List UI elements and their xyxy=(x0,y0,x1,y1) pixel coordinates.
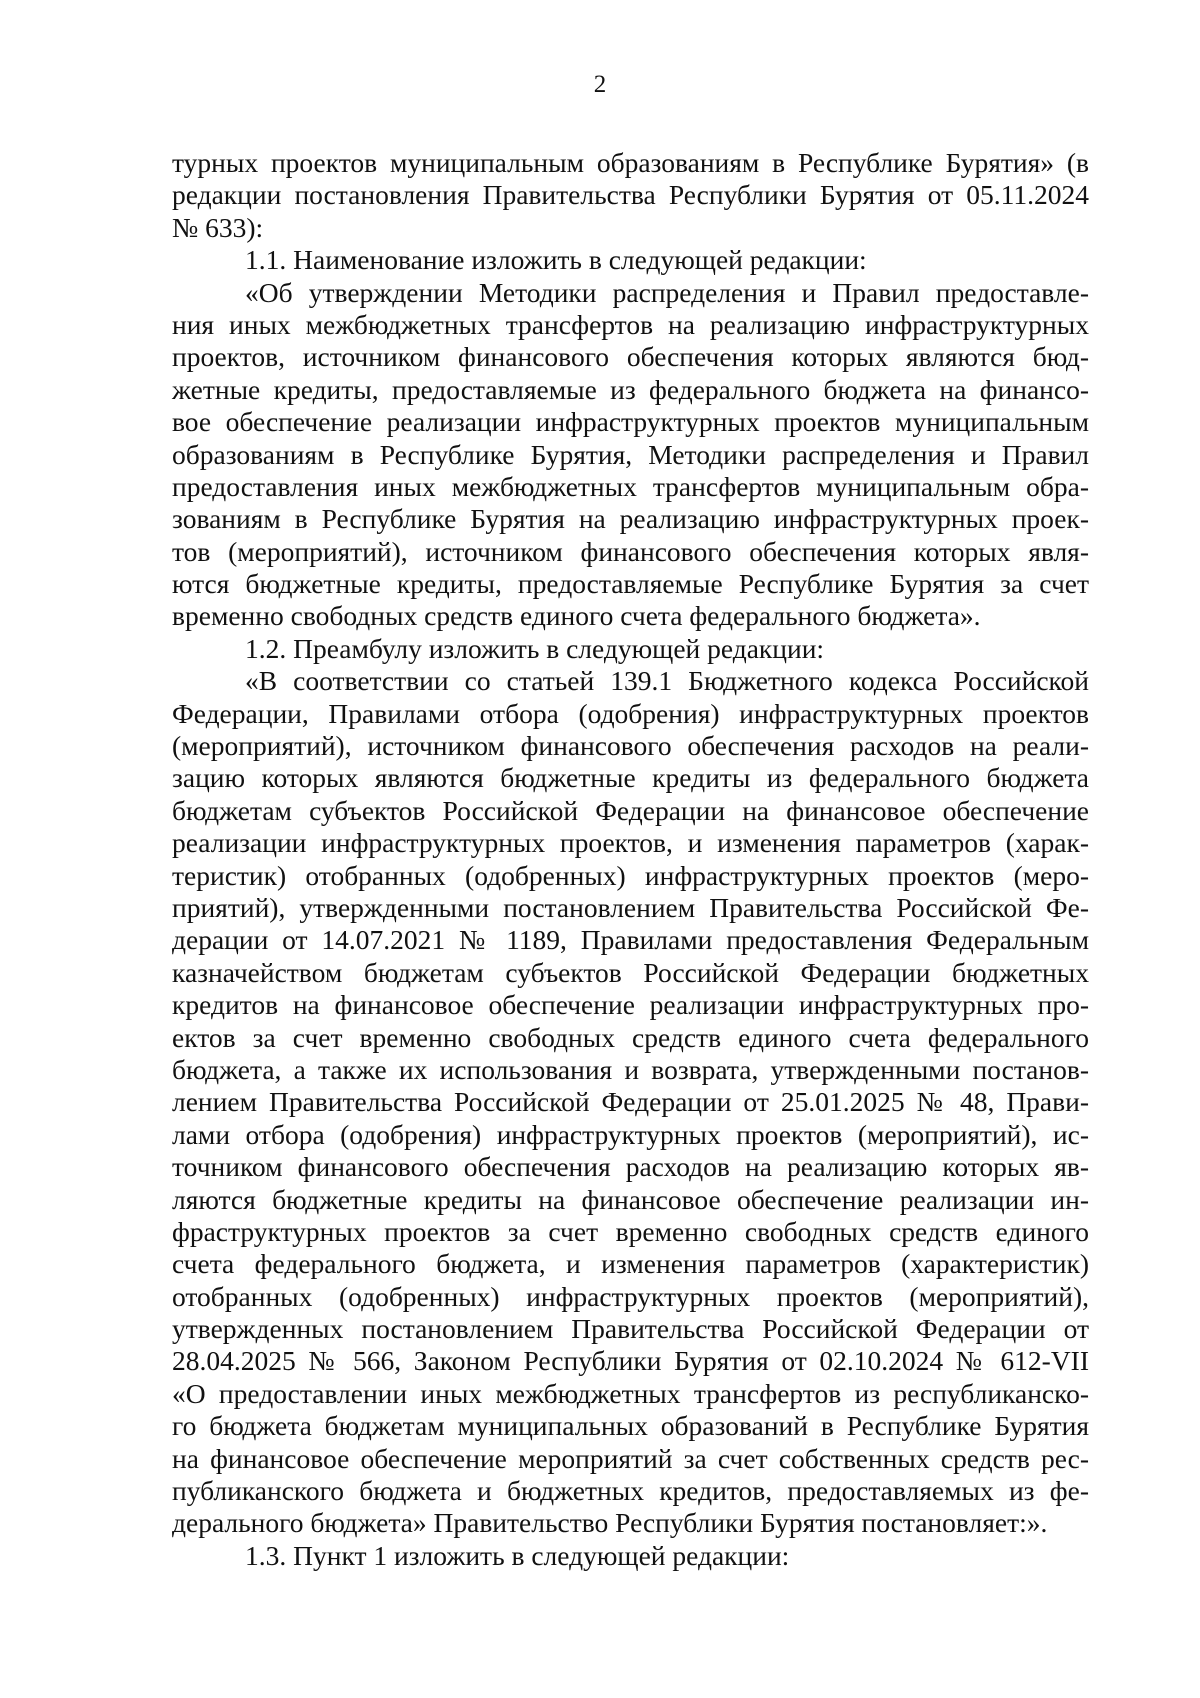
text-line: турных проектов муниципальным образованиям в Республике Бурятия» (в xyxy=(172,147,1089,178)
text-line: временно свободных средств единого счета федерального бюджета». xyxy=(172,600,981,632)
text-line: ния иных межбюджетных трансфертов на реализацию инфраструктурных xyxy=(172,308,1089,340)
text-line: ляются бюджетные кредиты на финансовое обеспечение реализации ин- xyxy=(172,1183,1089,1215)
text-line: проектов, источником финансового обеспечения которых являются бюд- xyxy=(172,341,1089,373)
text-line: го бюджета бюджетам муниципальных образований в Республике Бурятия xyxy=(172,1410,1089,1442)
text-line: кредитов на финансовое обеспечение реализации инфраструктурных про- xyxy=(172,989,1089,1021)
text-line: «Об утверждении Методики распределения и Правил предоставле- xyxy=(245,276,1089,308)
page-number: 2 xyxy=(593,71,607,98)
text-line: (мероприятий), источником финансового обеспечения расходов на реали- xyxy=(172,730,1089,762)
text-line: приятий), утвержденными постановлением Правительства Российской Фе- xyxy=(172,891,1089,923)
text-line: зованиям в Республике Бурятия на реализацию инфраструктурных проек- xyxy=(172,503,1089,535)
text-line: на финансовое обеспечение мероприятий за счет собственных средств рес- xyxy=(172,1442,1089,1474)
text-line: теристик) отобранных (одобренных) инфраструктурных проектов (меро- xyxy=(172,859,1089,891)
text-line: ются бюджетные кредиты, предоставляемые Республике Бурятия за счет xyxy=(172,568,1089,600)
text-line: редакции постановления Правительства Республики Бурятия от 05.11.2024 xyxy=(172,179,1089,211)
text-line: 28.04.2025 № 566, Законом Республики Бурятия от 02.10.2024 № 612-VII xyxy=(172,1345,1089,1377)
text-line: предоставления иных межбюджетных трансфертов муниципальным обра- xyxy=(172,470,1089,502)
text-line: фраструктурных проектов за счет временно свободных средств единого xyxy=(172,1215,1089,1247)
text-line: «В соответствии со статьей 139.1 Бюджетного кодекса Российской xyxy=(245,665,1089,697)
text-line: точником финансового обеспечения расходов на реализацию которых яв- xyxy=(172,1151,1089,1183)
text-line: образованиям в Республике Бурятия, Методики распределения и Правил xyxy=(172,438,1089,470)
body-text xyxy=(172,147,1089,1572)
text-line: бюджета, а также их использования и возврата, утвержденными постанов- xyxy=(172,1053,1089,1085)
text-line: жетные кредиты, предоставляемые из федерального бюджета на финансо- xyxy=(172,373,1089,405)
text-line: публиканского бюджета и бюджетных кредитов, предоставляемых из фе- xyxy=(172,1475,1089,1507)
text-line: утвержденных постановлением Правительства Российской Федерации от xyxy=(172,1313,1089,1345)
text-line: лами отбора (одобрения) инфраструктурных проектов (мероприятий), ис- xyxy=(172,1118,1089,1150)
text-line: казначейством бюджетам субъектов Российской Федерации бюджетных xyxy=(172,956,1089,988)
text-line: реализации инфраструктурных проектов, и изменения параметров (харак- xyxy=(172,827,1089,859)
text-line: счета федерального бюджета, и изменения параметров (характеристик) xyxy=(172,1248,1089,1280)
text-line: дерации от 14.07.2021 № 1189, Правилами предоставления Федеральным xyxy=(172,924,1089,956)
text-line: зацию которых являются бюджетные кредиты из федерального бюджета xyxy=(172,762,1089,794)
text-line: вое обеспечение реализации инфраструктурных проектов муниципальным xyxy=(172,406,1089,438)
clause-heading-1-3: 1.3. Пункт 1 изложить в следующей редакции: xyxy=(245,1539,790,1571)
clause-heading-1-2: 1.2. Преамбулу изложить в следующей редакции: xyxy=(245,632,825,664)
text-line: ектов за счет временно свободных средств единого счета федерального xyxy=(172,1021,1089,1053)
text-line: отобранных (одобренных) инфраструктурных проектов (мероприятий), xyxy=(172,1280,1089,1312)
text-line: «О предоставлении иных межбюджетных трансфертов из республиканско- xyxy=(172,1377,1089,1409)
clause-heading-1-1: 1.1. Наименование изложить в следующей редакции: xyxy=(245,244,867,276)
text-line: дерального бюджета» Правительство Республики Бурятия постановляет:». xyxy=(172,1507,1048,1539)
text-line: Федерации, Правилами отбора (одобрения) инфраструктурных проектов xyxy=(172,697,1089,729)
text-line: лением Правительства Российской Федерации от 25.01.2025 № 48, Прави- xyxy=(172,1086,1089,1118)
text-line: № 633): xyxy=(172,211,264,243)
text-line: бюджетам субъектов Российской Федерации на финансовое обеспечение xyxy=(172,794,1089,826)
text-line: тов (мероприятий), источником финансового обеспечения которых явля- xyxy=(172,535,1089,567)
